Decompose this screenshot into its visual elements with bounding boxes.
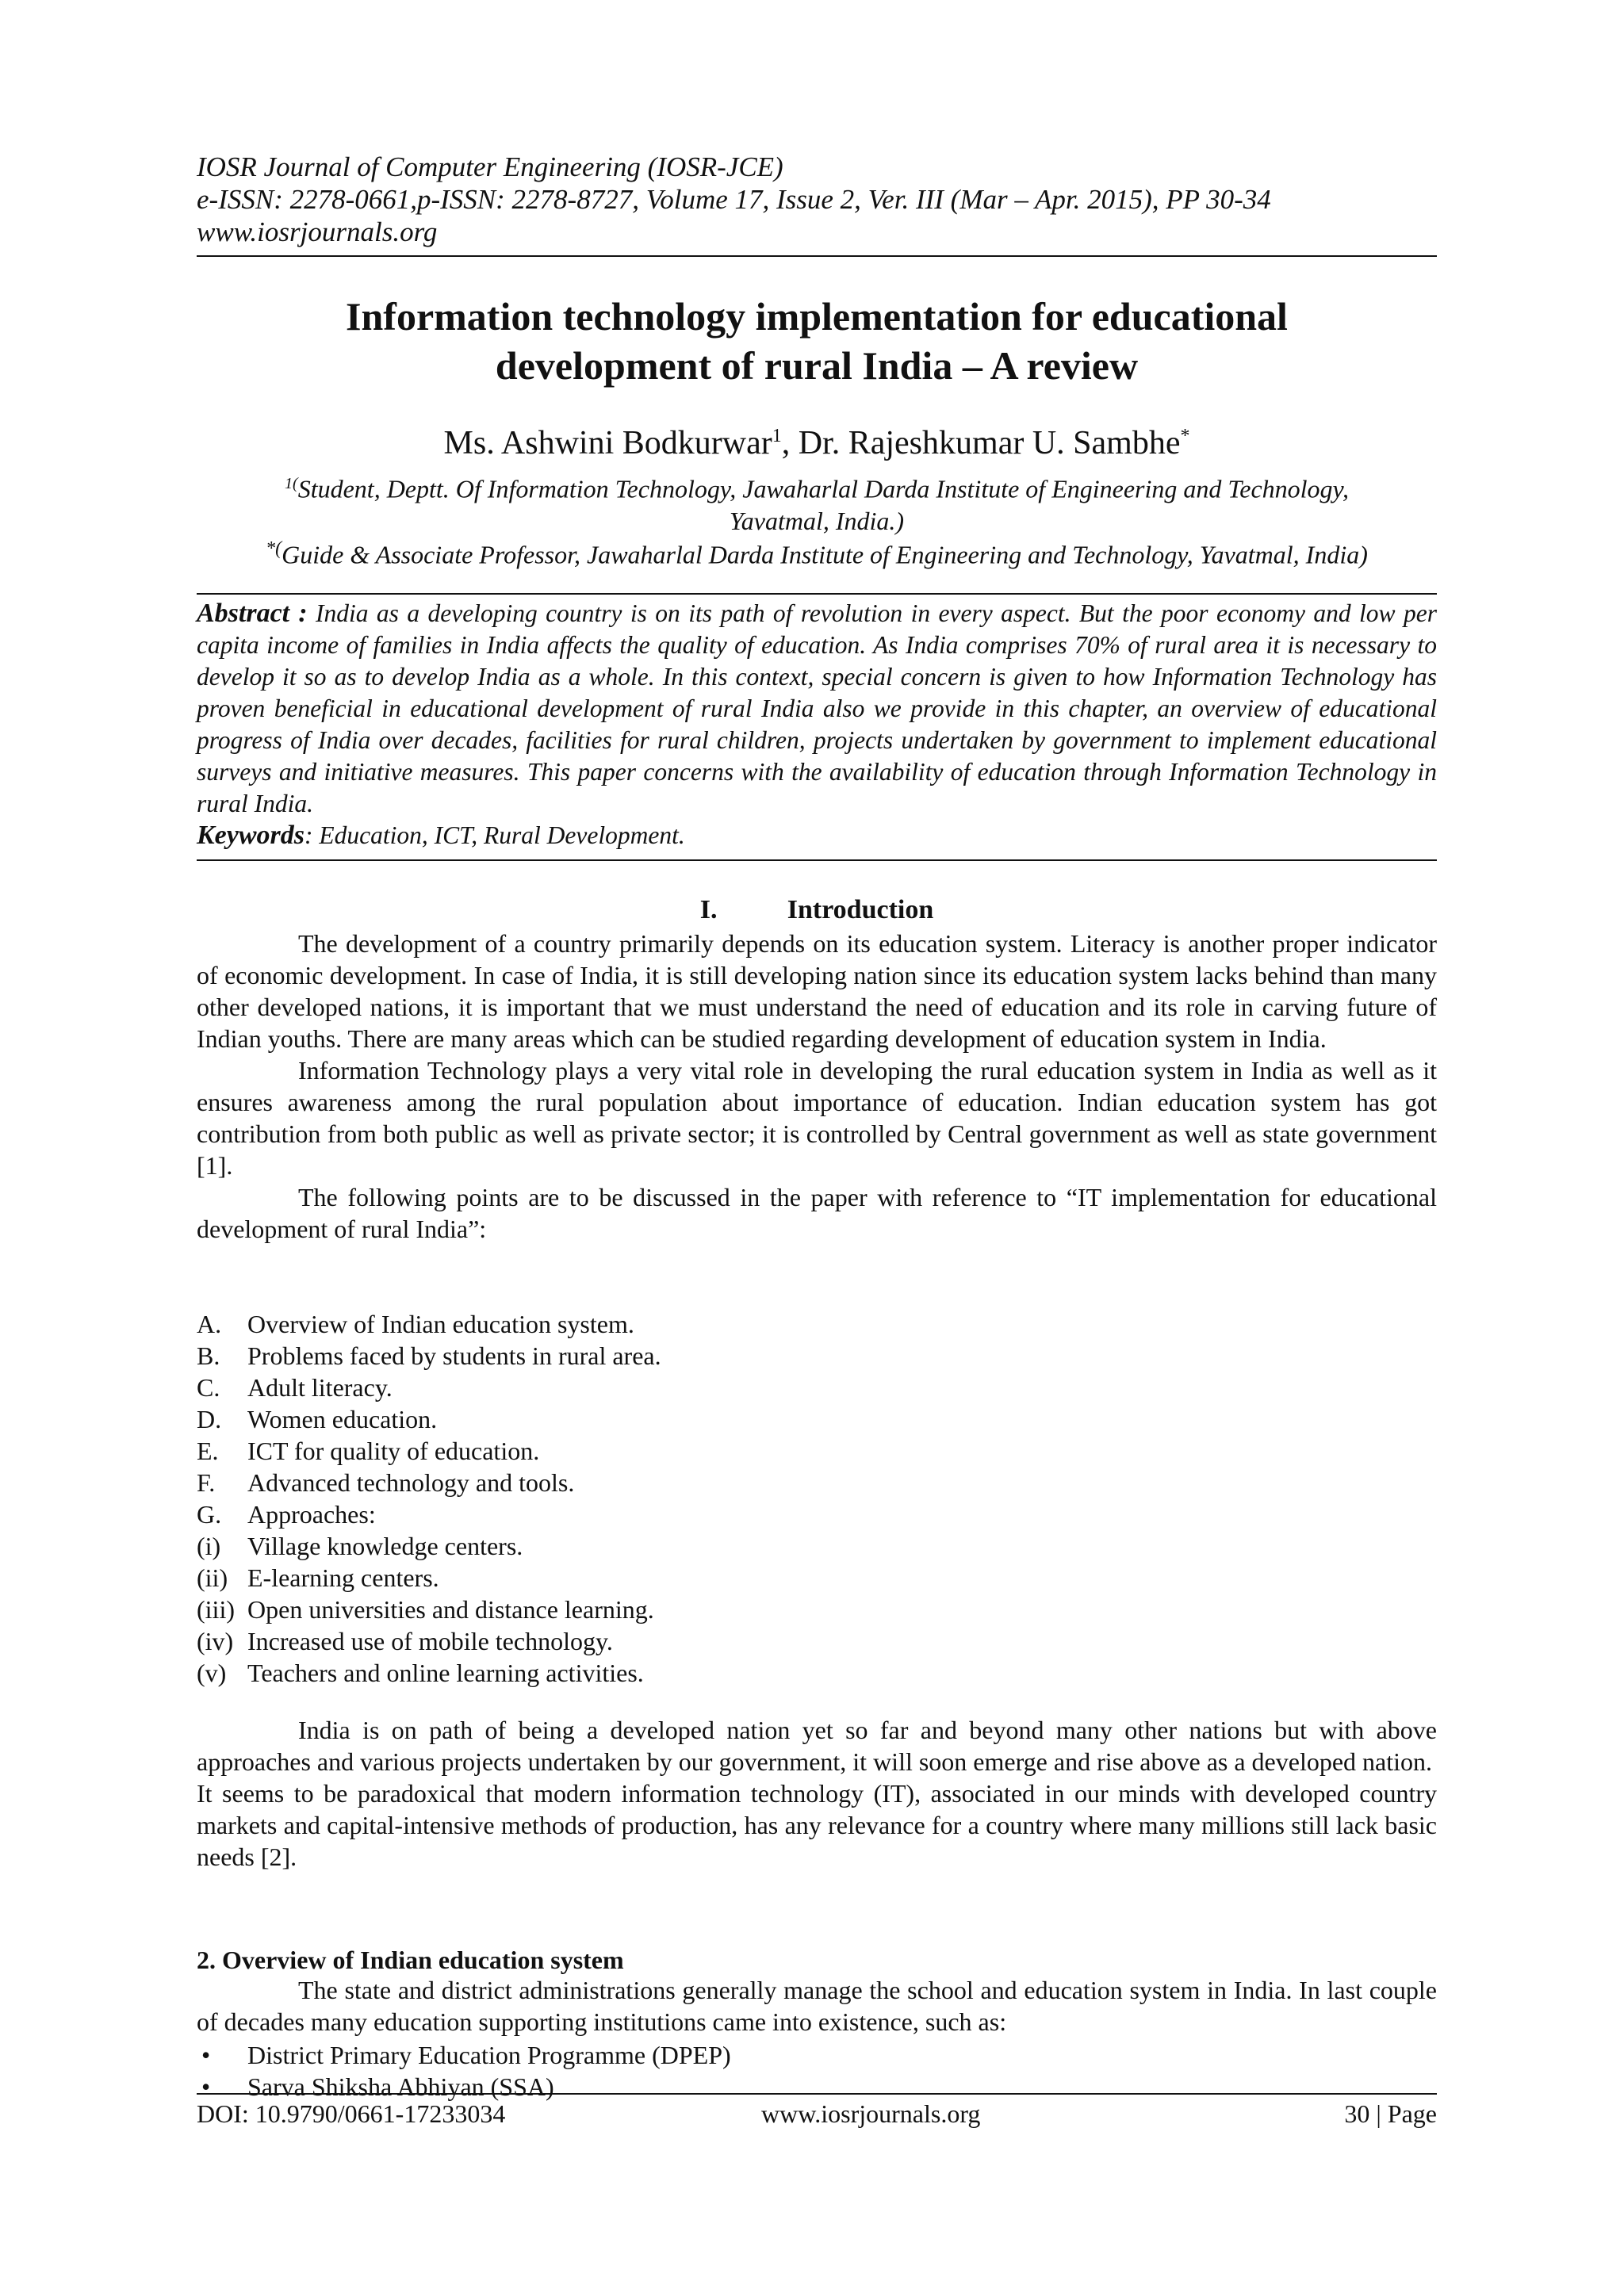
- list-item-text: Women education.: [247, 1405, 438, 1433]
- title-line-1: Information technology implementation for educational: [346, 294, 1288, 339]
- section-1-heading: [197, 894, 1437, 926]
- footer-website[interactable]: www.iosrjournals.org: [761, 2099, 981, 2128]
- affiliation-1-line-2: Yavatmal, India.): [729, 506, 905, 535]
- list-item-text: Overview of Indian education system.: [247, 1310, 634, 1338]
- keywords-label: Keywords: [197, 821, 304, 850]
- abstract-top-rule: [197, 593, 1437, 595]
- journal-header: [197, 151, 1437, 248]
- author-2-mark: *: [1180, 426, 1190, 446]
- abstract-text: India as a developing country is on its path of revolution in every aspect. But the poor economy and low per capita income of families in India affects the quality of education. As India comprises 70% of rural area it is necessary to develop it so as to develop India as a whole. In this context, special concern is given to how Information Technology has proven beneficial in educational development of rural India also we provide in this chapter, an overview of educational progress of India over decades, facilities for rural children, projects undertaken by government to implement educational surveys and initiative measures. This paper concerns with the availability of education through Information Technology in rural India.: [197, 599, 1438, 817]
- keywords-line: [197, 820, 1437, 851]
- abstract-bottom-rule: [197, 859, 1437, 861]
- list-item: [197, 2039, 1437, 2071]
- list-item: [197, 1562, 1437, 1594]
- list-item-label: E.: [197, 1437, 219, 1465]
- affiliation-2: [197, 533, 1437, 571]
- footer-page-number: 30 | Page: [1344, 2099, 1437, 2128]
- affiliation-1-mark: 1(: [285, 475, 298, 492]
- discussion-points-list: [197, 1308, 1437, 1689]
- list-item-label: A.: [197, 1310, 222, 1338]
- bullet-glyph: •: [201, 2072, 211, 2101]
- affiliation-1: [197, 468, 1437, 537]
- list-item-label: (i): [197, 1532, 221, 1560]
- list-item-text: Problems faced by students in rural area.: [247, 1341, 661, 1370]
- list-item-text: Sarva Shiksha Abhiyan (SSA): [247, 2072, 554, 2101]
- list-item: [197, 1594, 1437, 1625]
- bullet-glyph: •: [201, 2041, 211, 2069]
- title-line-2: development of rural India – A review: [495, 343, 1139, 388]
- paper-title: [197, 292, 1437, 390]
- list-item-label: B.: [197, 1341, 220, 1370]
- page-footer: [197, 2098, 1437, 2130]
- list-item-text: ICT for quality of education.: [247, 1437, 540, 1465]
- list-item-text: Adult literacy.: [247, 1373, 393, 1402]
- list-item-text: Advanced technology and tools.: [247, 1468, 575, 1497]
- journal-name: IOSR Journal of Computer Engineering (IOSR-JCE): [197, 151, 783, 182]
- abstract-label: Abstract :: [197, 599, 308, 628]
- author-separator: ,: [781, 425, 799, 461]
- list-item-text: Increased use of mobile technology.: [247, 1627, 613, 1655]
- list-item: [197, 1498, 1437, 1530]
- section-2-paragraph-1: The state and district administrations generally manage the school and education system in India. In last couple of decades many education supporting institutions came into existence, such as:: [197, 1976, 1437, 2036]
- footer-doi[interactable]: DOI: 10.9790/0661-17233034: [197, 2099, 506, 2128]
- introduction-body: [197, 928, 1437, 1245]
- section-2-body: [197, 1974, 1437, 2038]
- intro-paragraph-3: The following points are to be discussed in the paper with reference to “IT implementation for educational development of rural India”:: [197, 1183, 1437, 1243]
- list-item: [197, 1435, 1437, 1467]
- author-2: Dr. Rajeshkumar U. Sambhe: [798, 425, 1181, 461]
- intro-paragraph-4: India is on path of being a developed nation yet so far and beyond many other nations but with above approaches and various projects undertaken by our government, it will soon emerge and rise above as a developed nation.: [197, 1716, 1437, 1776]
- list-item-label: G.: [197, 1500, 222, 1529]
- list-item-text: District Primary Education Programme (DPEP): [247, 2041, 731, 2069]
- list-item-text: Approaches:: [247, 1500, 376, 1529]
- list-item-text: Open universities and distance learning.: [247, 1595, 654, 1624]
- list-item-label: D.: [197, 1405, 222, 1433]
- keywords-text: : Education, ICT, Rural Development.: [304, 821, 685, 849]
- list-item: [197, 1625, 1437, 1657]
- affiliation-1-line-1: Student, Deptt. Of Information Technology, Jawaharlal Darda Institute of Engineering and Technology,: [297, 474, 1349, 503]
- list-item-label: (iii): [197, 1595, 235, 1624]
- list-item-text: Teachers and online learning activities.: [247, 1659, 644, 1687]
- list-item: [197, 1467, 1437, 1498]
- list-item: [197, 1403, 1437, 1435]
- list-item: [197, 1530, 1437, 1562]
- list-item-label: (v): [197, 1659, 227, 1687]
- journal-website[interactable]: www.iosrjournals.org: [197, 216, 438, 247]
- list-item-label: F.: [197, 1468, 216, 1497]
- header-rule: [197, 255, 1437, 257]
- list-item-label: (ii): [197, 1563, 228, 1592]
- footer-rule: [197, 2093, 1437, 2095]
- list-item: [197, 1308, 1437, 1340]
- author-line: [197, 415, 1437, 464]
- section-2-heading: 2. Overview of Indian education system: [197, 1946, 624, 1974]
- list-item-text: Village knowledge centers.: [247, 1532, 523, 1560]
- list-item: [197, 1340, 1437, 1372]
- author-1-mark: 1: [772, 426, 782, 446]
- author-1: Ms. Ashwini Bodkurwar: [443, 425, 772, 461]
- section-1-number: I.: [699, 895, 718, 924]
- intro-paragraph-1: The development of a country primarily depends on its education system. Literacy is another proper indicator of economic development. In case of India, it is still developing nation since its education system lacks behind than many other developed nations, it is important that we must understand the need of education and its role in carving future of Indian youths. There are many areas which can be studied regarding development of education system in India.: [197, 929, 1437, 1053]
- list-item-text: E-learning centers.: [247, 1563, 439, 1592]
- affiliation-2-text: Guide & Associate Professor, Jawaharlal Darda Institute of Engineering and Technology, Yavatmal, India): [282, 540, 1368, 569]
- list-item: [197, 1657, 1437, 1689]
- list-item: [197, 1372, 1437, 1403]
- introduction-closing: [197, 1714, 1437, 1873]
- journal-issn-line: e-ISSN: 2278-0661,p-ISSN: 2278-8727, Volume 17, Issue 2, Ver. III (Mar – Apr. 2015), PP 30-34: [197, 184, 1271, 215]
- section-1-title: Introduction: [787, 895, 934, 924]
- intro-paragraph-5: It seems to be paradoxical that modern information technology (IT), associated in our minds with developed country markets and capital-intensive methods of production, has any relevance for a country where many millions still lack basic needs [2].: [197, 1779, 1437, 1871]
- list-item-label: (iv): [197, 1627, 234, 1655]
- abstract-block: [197, 598, 1437, 820]
- list-item-label: C.: [197, 1373, 220, 1402]
- affiliation-2-mark: *(: [266, 538, 282, 559]
- intro-paragraph-2: Information Technology plays a very vital role in developing the rural education system in India as well as it ensures awareness among the rural population about importance of education. Indian education system has got contribution from both public as well as private sector; it is controlled by Central government as well as state government [1].: [197, 1056, 1437, 1180]
